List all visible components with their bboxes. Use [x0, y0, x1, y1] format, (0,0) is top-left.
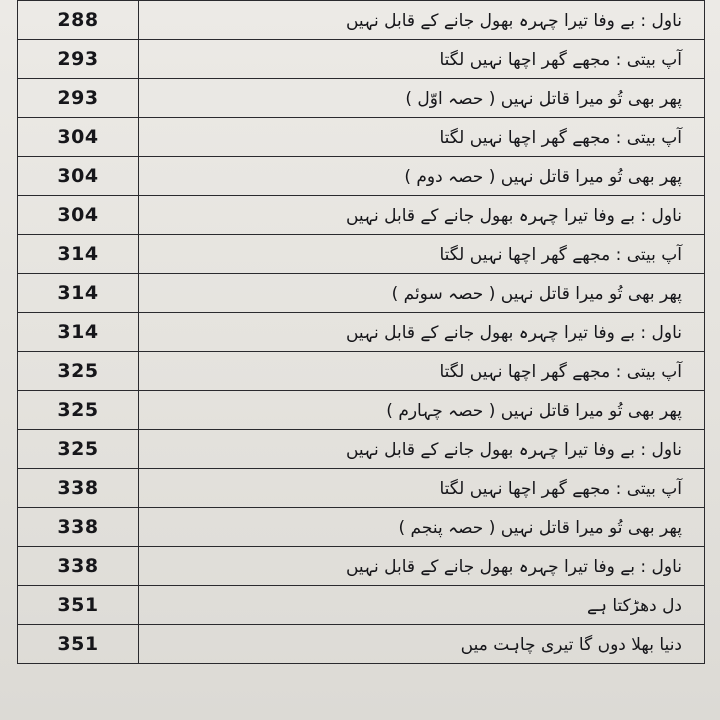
contents-table	[17, 0, 705, 664]
table-row	[18, 157, 705, 196]
entry-title: پھر بھی تُو میرا قاتل نہیں ( حصہ سوئم )	[139, 274, 705, 313]
table-row	[18, 274, 705, 313]
table-row	[18, 1, 705, 40]
table-row	[18, 508, 705, 547]
entry-title: ناول : بے وفا تیرا چہرہ بھول جانے کے قابل نہیں	[139, 196, 705, 235]
entry-title: دنیا بھلا دوں گا تیری چاہت میں	[139, 625, 705, 664]
page-number: 304	[18, 196, 139, 235]
page-number: 314	[18, 313, 139, 352]
entry-title: پھر بھی تُو میرا قاتل نہیں ( حصہ اوّل )	[139, 79, 705, 118]
table-row	[18, 313, 705, 352]
table-row	[18, 79, 705, 118]
page-number: 314	[18, 235, 139, 274]
page-number: 338	[18, 508, 139, 547]
entry-title: آپ بیتی : مجھے گھر اچھا نہیں لگتا	[139, 469, 705, 508]
page-number: 304	[18, 157, 139, 196]
page-number: 351	[18, 586, 139, 625]
entry-title: آپ بیتی : مجھے گھر اچھا نہیں لگتا	[139, 40, 705, 79]
page-number: 304	[18, 118, 139, 157]
table-row	[18, 118, 705, 157]
table-row	[18, 469, 705, 508]
entry-title: ناول : بے وفا تیرا چہرہ بھول جانے کے قابل نہیں	[139, 313, 705, 352]
page-number: 325	[18, 430, 139, 469]
table-row	[18, 235, 705, 274]
page-number: 338	[18, 547, 139, 586]
page-number: 325	[18, 391, 139, 430]
page-number: 288	[18, 1, 139, 40]
table-row	[18, 625, 705, 664]
entry-title: آپ بیتی : مجھے گھر اچھا نہیں لگتا	[139, 352, 705, 391]
page-number: 351	[18, 625, 139, 664]
entry-title: پھر بھی تُو میرا قاتل نہیں ( حصہ پنجم )	[139, 508, 705, 547]
entry-title: ناول : بے وفا تیرا چہرہ بھول جانے کے قابل نہیں	[139, 430, 705, 469]
entry-title: ناول : بے وفا تیرا چہرہ بھول جانے کے قابل نہیں	[139, 1, 705, 40]
entry-title: پھر بھی تُو میرا قاتل نہیں ( حصہ چہارم )	[139, 391, 705, 430]
entry-title: آپ بیتی : مجھے گھر اچھا نہیں لگتا	[139, 118, 705, 157]
page-number: 314	[18, 274, 139, 313]
page-number: 338	[18, 469, 139, 508]
table-row	[18, 586, 705, 625]
entry-title: پھر بھی تُو میرا قاتل نہیں ( حصہ دوم )	[139, 157, 705, 196]
entry-title: آپ بیتی : مجھے گھر اچھا نہیں لگتا	[139, 235, 705, 274]
entry-title: ناول : بے وفا تیرا چہرہ بھول جانے کے قابل نہیں	[139, 547, 705, 586]
page-number: 293	[18, 79, 139, 118]
table-row	[18, 430, 705, 469]
page-number: 293	[18, 40, 139, 79]
table-row	[18, 352, 705, 391]
table-row	[18, 40, 705, 79]
entry-title: دل دھڑکتا ہے	[139, 586, 705, 625]
table-row	[18, 196, 705, 235]
table-row	[18, 391, 705, 430]
table-row	[18, 547, 705, 586]
page-number: 325	[18, 352, 139, 391]
